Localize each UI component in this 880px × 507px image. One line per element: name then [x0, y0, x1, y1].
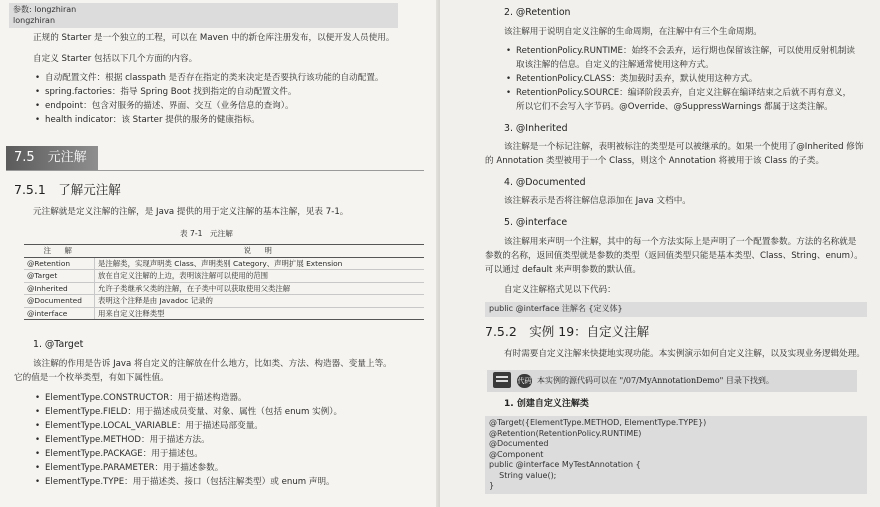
paragraph-example-desc: 有时需要自定义注解来快捷地实现功能。本实例演示如何自定义注解，以及实现业务逻辑处理。: [504, 349, 865, 359]
paragraph-meta-intro: 元注解就是定义注解的注解，是 Java 提供的用于定义注解的基本注解，见表 7-1。: [33, 207, 349, 217]
paragraph-interface-desc-cont: 可以通过 default 来声明参数的默认值。: [485, 265, 642, 275]
paragraph-documented-desc: 该注解表示是否将注解信息添加在 Java 文档中。: [504, 196, 691, 206]
code-block-annotation: @Target({ElementType.METHOD, ElementType.TYPE}) @Retention(RetentionPolicy.RUNTIME) @Documented @Component public @interface MyTestAnnotation { String value(); }: [485, 416, 867, 494]
paragraph-retention-desc: 该注解用于说明自定义注解的生命周期，在注解中有三个生命周期。: [504, 27, 762, 37]
source-tip-text: 本实例的源代码可以在 "/07/MyAnnotationDemo" 目录下找到。: [537, 376, 774, 385]
table-row: [24, 270, 424, 283]
list-item: • ElementType.PARAMETER：用于描述参数。: [45, 462, 223, 475]
documented-heading: 4. @Documented: [504, 177, 586, 188]
target-heading: 1. @Target: [33, 339, 84, 350]
section-divider: [6, 170, 424, 171]
paragraph-starter-intro: 正规的 Starter 是一个独立的工程，可以在 Maven 中的新仓库注册发布，以便开发人员使用。: [33, 33, 395, 43]
table-cell: @interface: [24, 307, 95, 320]
paragraph-target-desc: 该注解的作用是告诉 Java 将自定义的注解放在什么地方，比如类、方法、构造器、变量上等。: [33, 359, 392, 369]
code-badge-icon: 代码: [517, 374, 532, 388]
list-item-cont: 取该注解的信息。自定义的注解通常使用这种方式。: [516, 60, 714, 70]
interface-heading: 5. @interface: [504, 217, 568, 228]
paragraph-interface-desc: 该注解用来声明一个注解，其中的每一个方法实际上是声明了一个配置参数。方法的名称就是: [504, 237, 857, 247]
list-item: • ElementType.TYPE：用于描述类、接口（包括注解类型）或 enum 声明。: [45, 476, 335, 489]
document-icon: [493, 372, 511, 388]
list-item: • ElementType.CONSTRUCTOR：用于描述构造器。: [45, 392, 247, 405]
table-header-cell: 注 解: [24, 245, 95, 258]
list-item: • ElementType.FIELD：用于描述成员变量、对象、属性（包括 enum 实例）。: [45, 406, 342, 419]
code-block-interface: public @interface 注解名 {定义体}: [485, 302, 867, 317]
list-item: • spring.factories：指导 Spring Boot 找到指定的自动配置文件。: [45, 86, 296, 99]
list-item: • ElementType.METHOD：用于描述方法。: [45, 434, 210, 447]
table-header-cell: 说 明: [95, 245, 425, 258]
table-caption: 表 7-1 元注解: [180, 229, 233, 238]
table-cell: 用来自定义注释类型: [95, 307, 425, 320]
subsection-title: 7.5.1 了解元注解: [14, 182, 121, 197]
table-row: [24, 257, 424, 270]
code-block-top: 参数: longzhiran longzhiran: [9, 3, 398, 28]
list-item-cont: 所以它们不会写入字节码。@Override、@SuppressWarnings 都属于这类注解。: [516, 102, 833, 112]
table-header-row: [24, 245, 424, 258]
list-item: • ElementType.LOCAL_VARIABLE：用于描述局部变量。: [45, 420, 263, 433]
list-item: • health indicator：该 Starter 提供的服务的健康指标。: [45, 114, 260, 127]
table-row: [24, 282, 424, 295]
paragraph-interface-desc-cont: 参数的名称，返回值类型就是参数的类型（返回值类型只能是基本类型、Class、String、enum）。: [485, 251, 863, 261]
table-cell: 表明这个注释是由 Javadoc 记录的: [95, 295, 425, 308]
section-title: 7.5 元注解: [6, 146, 98, 170]
paragraph-starter-contents: 自定义 Starter 包括以下几个方面的内容。: [33, 54, 198, 64]
source-tip-bar: [487, 370, 857, 392]
retention-heading: 2. @Retention: [504, 7, 571, 18]
table-cell: 放在自定义注解的上边，表明该注解可以使用的范围: [95, 270, 425, 283]
meta-annotation-table: [24, 244, 424, 320]
paragraph-inherited-desc: 该注解是一个标记注解，表明被标注的类型是可以被继承的。如果一个使用了@Inherited 修饰: [504, 142, 864, 152]
example-title: 7.5.2 实例 19：自定义注解: [485, 324, 650, 339]
table-cell: 允许子类继承父类的注解，在子类中可以获取使用父类注解: [95, 282, 425, 295]
list-item: • RetentionPolicy.SOURCE：编译阶段丢弃，自定义注解在编译结束之后就不再有意义，: [516, 87, 851, 100]
table-cell: @Target: [24, 270, 95, 283]
paragraph-target-desc-cont: 它的值是一个枚举类型，有如下属性值。: [14, 373, 169, 383]
list-item: • ElementType.PACKAGE：用于描述包。: [45, 448, 203, 461]
list-item: • 自动配置文件：根据 classpath 是否存在指定的类来决定是否要执行该功能的自动配置。: [45, 72, 384, 85]
step1-heading: 1. 创建自定义注解类: [504, 399, 589, 409]
table-cell: @Retention: [24, 257, 95, 270]
list-item: • RetentionPolicy.RUNTIME：始终不会丢弃，运行期也保留该注解，可以使用反射机制读: [516, 45, 855, 58]
inherited-heading: 3. @Inherited: [504, 123, 568, 134]
list-item: • endpoint：包含对服务的描述、界面、交互（业务信息的查询）。: [45, 100, 294, 113]
paragraph-interface-format: 自定义注解格式见以下代码：: [504, 285, 616, 295]
table-cell: @Documented: [24, 295, 95, 308]
table-row: [24, 295, 424, 308]
table-cell: @Inherited: [24, 282, 95, 295]
paragraph-inherited-desc-cont: 的 Annotation 类型被用于一个 Class，则这个 Annotation 将被用于该 Class 的子类。: [485, 156, 825, 166]
right-page: [440, 0, 880, 507]
list-item: • RetentionPolicy.CLASS：类加载时丢弃，默认使用这种方式。: [516, 73, 758, 86]
table-row: [24, 307, 424, 320]
table-cell: 是注解类，实现声明类 Class、声明类别 Category、声明扩展 Extension: [95, 257, 425, 270]
